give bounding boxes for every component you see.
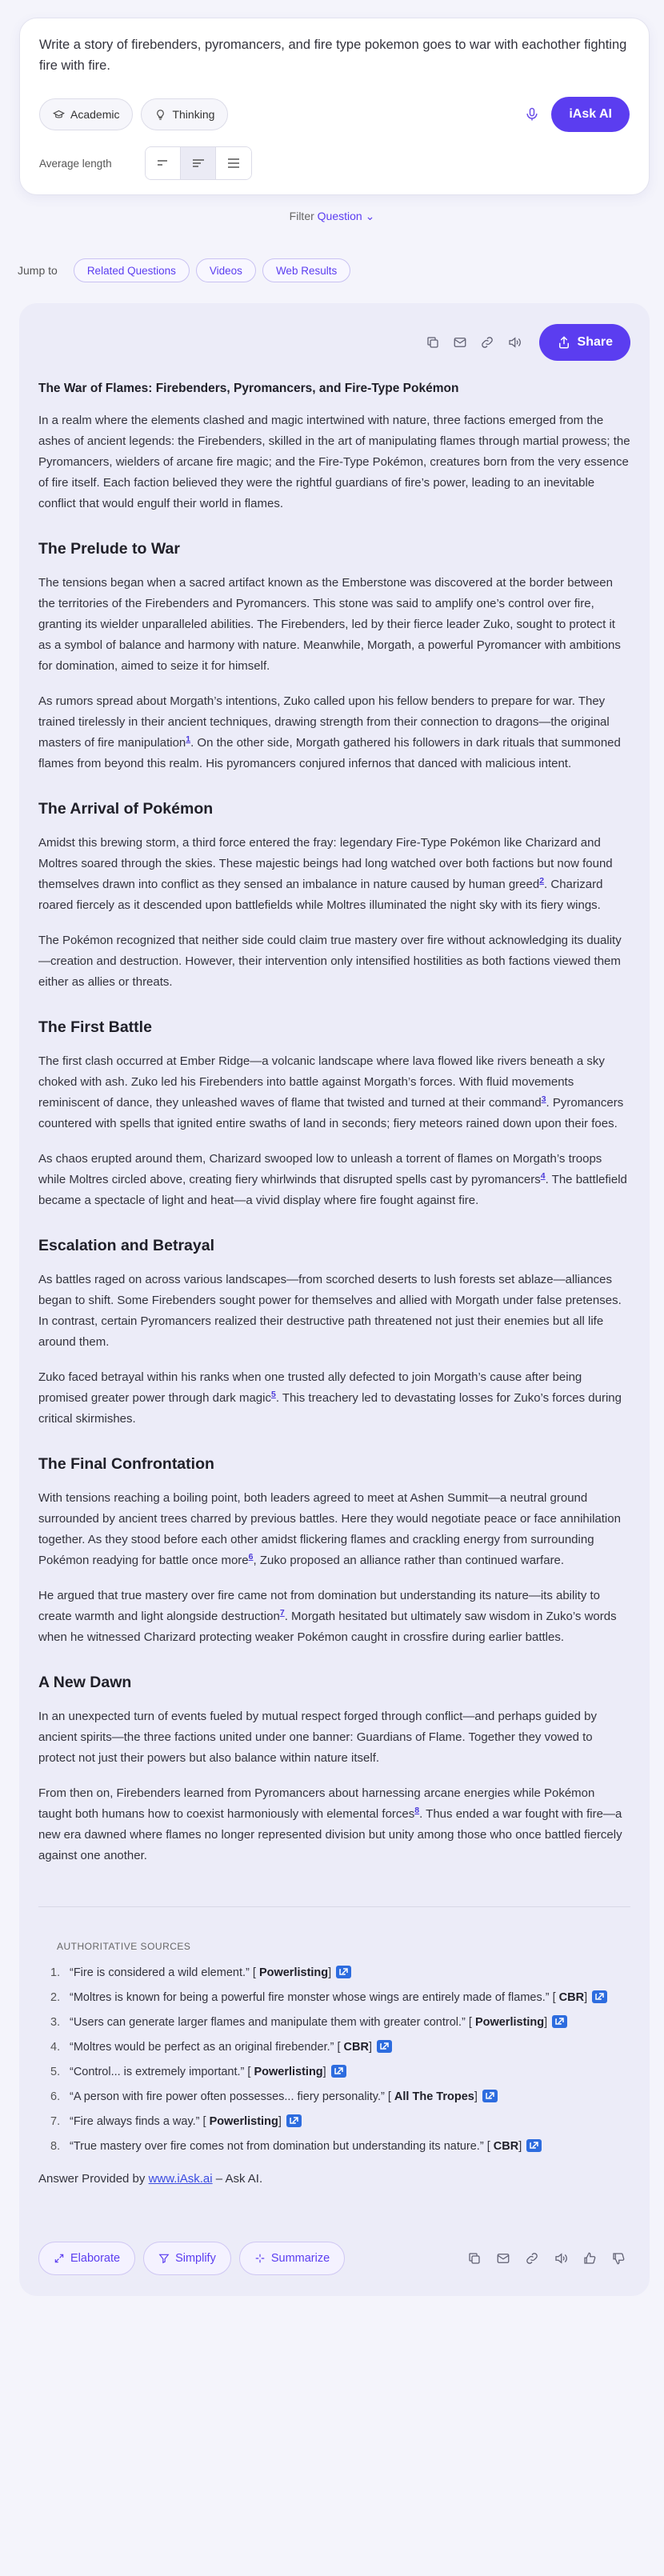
speaker-icon[interactable] xyxy=(507,335,522,350)
citation-link[interactable]: 7 xyxy=(279,1608,285,1618)
email-icon[interactable] xyxy=(496,2251,510,2266)
section-heading: The First Battle xyxy=(38,1018,152,1036)
summarize-label: Summarize xyxy=(270,2252,330,2265)
jump-videos[interactable]: Videos xyxy=(196,258,256,282)
jump-related-questions[interactable]: Related Questions xyxy=(74,258,190,282)
source-number: 4. xyxy=(50,2041,61,2054)
filter-toggle[interactable] xyxy=(0,210,664,223)
source-item: 7. “Fire always finds a way.” [ Powerlisting] xyxy=(50,2112,630,2131)
section-paragraph: The tensions began when a sacred artifact known as the Emberstone was discovered at the border between the territories of the Firebenders and Pyromancers. This stone was said to amplify one’s control over fire, granting its wielder unparalleled abilities. The Firebenders, led by their fierce leader Zuko, sought to protect it as a symbol of balance and harmony with nature. Meanwhile, Morgath, a powerful Pyromancer with ambitions for domination, aimed to seize it for himself. xyxy=(38,576,621,673)
query-input[interactable]: Write a story of firebenders, pyromancers, and fire type pokemon goes to war with eachother fighting fire with fire. xyxy=(39,38,627,73)
section-heading: The Arrival of Pokémon xyxy=(38,800,214,818)
expand-arrows-icon xyxy=(54,2253,65,2264)
mode-chips xyxy=(39,98,228,130)
summarize-button[interactable] xyxy=(239,2242,345,2275)
submit-controls xyxy=(524,97,630,132)
source-item: 1. “Fire is considered a wild element.” [ Powerlisting] xyxy=(50,1963,630,1982)
section-paragraph: In an unexpected turn of events fueled by mutual respect forged through conflict—and perhaps guided by ancient spirits—the three factions united under one banner: Guardians of Flame. Together they vowed to protect not just their powers but also balance within nature itself. xyxy=(38,1710,597,1765)
external-link-icon[interactable] xyxy=(526,2139,542,2152)
external-link-icon[interactable] xyxy=(331,2065,346,2078)
microphone-icon[interactable] xyxy=(524,106,540,122)
jump-web-results[interactable]: Web Results xyxy=(262,258,350,282)
section-paragraph: Zuko faced betrayal within his ranks when one trusted ally defected to join Morgath’s cause after being promised greater power through dark magic$^5$. This treachery led to devastating losses for Zuko’s forces during critical skirmishes. xyxy=(38,1370,622,1426)
length-selector xyxy=(39,146,630,180)
source-item: 5. “Control... is extremely important.” [ Powerlisting] xyxy=(50,2062,630,2082)
divider xyxy=(38,1906,630,1907)
short-lines-icon xyxy=(156,158,170,169)
citation-link[interactable]: 5 xyxy=(270,1390,276,1399)
section-paragraph: Amidst this brewing storm, a third force entered the fray: legendary Fire-Type Pokémon like Charizard and Moltres soared through the skies. These majestic beings had long watched over both factions but now found themselves drawn into conflict as they sensed an imbalance in nature caused by human greed$^2$. Charizard roared fiercely as it descended upon battlefields while Moltres illuminated the night sky with its fiery wings. xyxy=(38,836,613,912)
graduation-cap-icon xyxy=(53,109,65,121)
intro-paragraph: In a realm where the elements clashed and magic intertwined with nature, three factions emerged from the ashes of ancient legends: the Firebenders, skilled in the art of manipulating flames through martial prowess; the Pyromancers, wielders of arcane fire magic; and the Fire-Type Pokémon, creatures born from the very essence of fire itself. Each faction believed they were the rightful guardians of fire’s power, leading to an inevitable conflict that would engulf their world in flames. xyxy=(38,414,630,510)
source-site: Powerlisting xyxy=(474,2016,545,2029)
source-item: 3. “Users can generate larger flames and manipulate them with greater control.” [ Powerlisting] xyxy=(50,2013,630,2032)
academic-chip[interactable] xyxy=(39,98,133,130)
email-icon[interactable] xyxy=(453,335,467,350)
source-site: Powerlisting xyxy=(209,2115,278,2128)
iask-link[interactable]: www.iAsk.ai xyxy=(148,2172,213,2186)
answer-toolbar xyxy=(38,324,630,361)
citation-link[interactable]: 1 xyxy=(186,734,191,744)
length-label: Average length xyxy=(39,157,112,170)
section-heading: A New Dawn xyxy=(38,1674,132,1691)
length-short-option[interactable] xyxy=(146,147,181,179)
refine-chips xyxy=(38,2242,345,2275)
source-site: CBR xyxy=(493,2140,519,2153)
academic-label: Academic xyxy=(70,108,120,121)
thinking-label: Thinking xyxy=(172,108,215,121)
length-long-option[interactable] xyxy=(216,147,251,179)
medium-lines-icon xyxy=(191,158,206,169)
thinking-chip[interactable] xyxy=(141,98,228,130)
source-item: 6. “A person with fire power often possesses... fiery personality.” [ All The Tropes] xyxy=(50,2087,630,2106)
sources-heading: AUTHORITATIVE SOURCES xyxy=(57,1941,191,1952)
lightbulb-icon xyxy=(154,109,166,121)
simplify-button[interactable] xyxy=(143,2242,231,2275)
citation-link[interactable]: 4 xyxy=(540,1171,546,1181)
jump-to-bar xyxy=(0,258,664,282)
section-paragraph: As chaos erupted around them, Charizard swooped low to unleash a torrent of flames on Morgath’s troops while Moltres circled above, creating fiery whirlwinds that disrupted spells cast by pyromancers$^4$. The battlefield became a spectacle of light and heat—a vivid display where fire fought against fire. xyxy=(38,1152,627,1207)
answer-title: The War of Flames: Firebenders, Pyromancers, and Fire-Type Pokémon xyxy=(38,382,459,395)
source-site: All The Tropes xyxy=(394,2090,474,2103)
citation-link[interactable]: 6 xyxy=(248,1552,254,1562)
length-medium-option[interactable] xyxy=(181,147,216,179)
citation-link[interactable]: 2 xyxy=(539,876,545,886)
section-heading: The Final Confrontation xyxy=(38,1455,214,1473)
source-number: 7. xyxy=(50,2115,61,2128)
elaborate-label: Elaborate xyxy=(70,2252,121,2265)
citation-link[interactable]: 3 xyxy=(541,1094,546,1104)
ask-ai-button[interactable]: iAsk AI xyxy=(551,97,630,132)
sources-list xyxy=(38,1963,630,2156)
section-paragraph: As rumors spread about Morgath’s intentions, Zuko called upon his fellow benders to prepare for war. They trained tirelessly in their ancient techniques, drawing strength from their connection to dragons—the original masters of fire manipulation$^1$. On the other side, Morgath gathered his followers in dark rituals that summoned flames from beyond this realm. His pyromancers conjured infernos that danced with malicious intent. xyxy=(38,694,621,770)
long-lines-icon xyxy=(226,158,241,169)
section-paragraph: The Pokémon recognized that neither side could claim true mastery over fire without acknowledging its duality—creation and destruction. However, their intervention only intensified hostilities as both factions viewed them either as allies or threats. xyxy=(38,934,622,989)
source-item: 4. “Moltres would be perfect as an original firebender.” [ CBR] xyxy=(50,2038,630,2057)
section-paragraph: From then on, Firebenders learned from Pyromancers about harnessing arcane energies while Pokémon taught both humans how to coexist harmoniously with elemental forces$^8$. Thus ended a war fought with fire—a new era dawned where flames no longer represented division but unity among those who once battled fiercely against one another. xyxy=(38,1786,622,1862)
external-link-icon[interactable] xyxy=(482,2090,498,2102)
source-site: CBR xyxy=(558,1991,585,2004)
answer-actions xyxy=(38,2242,630,2275)
copy-icon[interactable] xyxy=(426,335,440,350)
source-item: 2. “Moltres is known for being a powerful fire monster whose wings are entirely made of flames.” [ CBR] xyxy=(50,1988,630,2007)
source-item: 8. “True mastery over fire comes not from domination but understanding its nature.” [ CBR] xyxy=(50,2137,630,2156)
section-paragraph: He argued that true mastery over fire came not from domination but understanding its nature—its ability to create warmth and light alongside destruction$^7$. Morgath hesitated but ultimately saw wisdom in Zuko’s words when he witnessed Charizard protecting weaker Pokémon caught in crossfire during earlier battles. xyxy=(38,1589,617,1644)
funnel-icon xyxy=(158,2253,170,2264)
section-paragraph: As battles raged on across various landscapes—from scorched deserts to lush forests set ablaze—alliances began to shift. Some Firebenders sought power for themselves and allied with Morgath under false pretenses. In contrast, certain Pyromancers realized their destructive path threatened not just their enemies but all life around them. xyxy=(38,1273,622,1349)
filter-prefix: Filter xyxy=(289,210,314,222)
citation-link[interactable]: 8 xyxy=(414,1806,420,1815)
copy-icon[interactable] xyxy=(467,2251,482,2266)
external-link-icon[interactable] xyxy=(286,2114,302,2127)
length-segmented-control xyxy=(145,146,252,180)
elaborate-button[interactable] xyxy=(38,2242,135,2275)
answer-provided-by: Answer Provided by www.iAsk.ai – Ask AI. xyxy=(38,2172,263,2186)
chevron-down-icon: ⌄ xyxy=(365,210,375,222)
simplify-label: Simplify xyxy=(175,2252,216,2265)
thumbs-down-icon[interactable] xyxy=(611,2251,626,2266)
answer-card xyxy=(19,303,650,2296)
source-number: 6. xyxy=(50,2090,61,2103)
section-paragraph: With tensions reaching a boiling point, both leaders agreed to meet at Ashen Summit—a neutral ground surrounded by ancient trees charred by previous battles. Here they would negotiate peace or face annihilation together. As they stood before each other amidst flickering flames and crackling energy from surrounding Pokémon readying for battle once more$^6$, Zuko proposed an alliance rather than continued warfare. xyxy=(38,1491,621,1567)
external-link-icon[interactable] xyxy=(552,2015,567,2028)
source-number: 1. xyxy=(50,1966,61,1979)
share-label: Share xyxy=(577,335,613,349)
thumbs-up-icon[interactable] xyxy=(582,2251,597,2266)
source-number: 3. xyxy=(50,2016,61,2029)
speaker-icon[interactable] xyxy=(554,2251,568,2266)
section-heading: Escalation and Betrayal xyxy=(38,1237,215,1254)
query-card xyxy=(19,18,650,195)
jump-label: Jump to xyxy=(18,264,58,277)
source-site: Powerlisting xyxy=(254,2066,323,2078)
query-controls xyxy=(39,97,630,132)
filter-value: Question xyxy=(317,210,362,222)
external-link-icon[interactable] xyxy=(592,1990,607,2003)
feedback-icons xyxy=(467,2251,630,2266)
link-icon[interactable] xyxy=(525,2251,539,2266)
source-number: 5. xyxy=(50,2066,61,2078)
external-link-icon[interactable] xyxy=(377,2040,392,2053)
share-icon xyxy=(557,335,571,350)
link-icon[interactable] xyxy=(480,335,494,350)
source-number: 2. xyxy=(50,1991,61,2004)
share-button[interactable] xyxy=(539,324,630,361)
source-site: Powerlisting xyxy=(258,1966,329,1979)
external-link-icon[interactable] xyxy=(336,1966,351,1978)
sparkle-icon xyxy=(254,2253,266,2264)
source-site: CBR xyxy=(343,2041,369,2054)
section-paragraph: The first clash occurred at Ember Ridge—a volcanic landscape where lava flowed like rivers beneath a sky choked with ash. Zuko led his Firebenders into battle against Morgath’s forces. With fluid movements reminiscent of dance, they unleashed waves of flame that twisted and turned at their command$^3$. Pyromancers countered with spells that ignited entire swaths of land in seconds; fiery meteors rained down upon their foes. xyxy=(38,1054,624,1130)
source-number: 8. xyxy=(50,2140,61,2153)
section-heading: The Prelude to War xyxy=(38,540,180,558)
